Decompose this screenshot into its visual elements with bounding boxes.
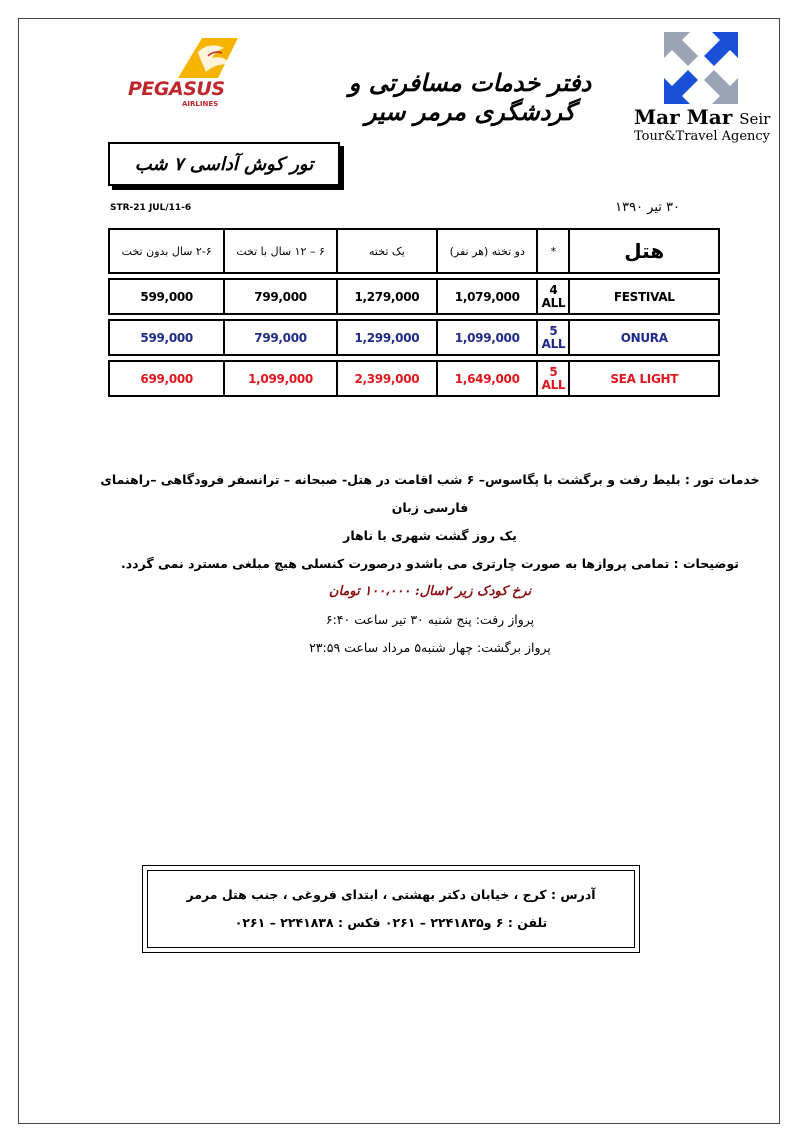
header-single: یک تخته [337, 229, 437, 273]
issue-date: ۳۰ تیر ۱۳۹۰ [615, 200, 680, 215]
header-star: * [537, 229, 569, 273]
address-box [142, 865, 640, 953]
board-type: ALL [541, 295, 566, 310]
services-line-1: خدمات تور : بلیط رفت و برگشت با پگاسوس– ۶ شب اقامت در هتل- صبحانه – ترانسفر فرودگاهی –راهنمای فارسی زبان [100, 472, 760, 515]
cell-star [537, 320, 569, 355]
cell-child-nobed: 599,000 [109, 320, 224, 355]
cell-star [537, 361, 569, 396]
header-child-nobed: ۲-۶ سال بدون تخت [109, 229, 224, 273]
cell-double: 1,099,000 [437, 320, 537, 355]
airline-name: PEGASUS [128, 78, 225, 100]
star-count: 5 [549, 364, 558, 379]
header-child-bed: ۶ – ۱۲ سال با تخت [224, 229, 336, 273]
cell-child-nobed: 699,000 [109, 361, 224, 396]
table-row [109, 320, 719, 355]
table-header-row [109, 229, 719, 273]
flight-outbound: پرواز رفت: پنج شنبه ۳۰ تیر ساعت ۶:۴۰ [325, 612, 535, 627]
cell-child-bed: 799,000 [224, 279, 336, 314]
flight-return: پرواز برگشت: چهار شنبه۵ مرداد ساعت ۲۳:۵۹ [309, 640, 551, 655]
star-count: 5 [549, 323, 558, 338]
star-count: 4 [549, 282, 558, 297]
cell-child-nobed: 599,000 [109, 279, 224, 314]
tour-title-box [108, 142, 340, 186]
cell-hotel: FESTIVAL [569, 279, 719, 314]
agency-name-main: Mar Mar [634, 105, 733, 129]
cell-hotel: ONURA [569, 320, 719, 355]
table-row [109, 361, 719, 396]
tour-services [100, 466, 760, 662]
phone-fax-line: تلفن : ۶ و۲۲۴۱۸۳۵ – ۰۲۶۱ فکس : ۲۲۴۱۸۳۸ – ۰۲۶۱ [234, 915, 548, 930]
address-line: آدرس : کرج ، خیابان دکتر بهشتی ، ابتدای فروغی ، جنب هتل مرمر [186, 887, 596, 902]
cell-child-bed: 1,099,000 [224, 361, 336, 396]
arrows-logo-icon [660, 28, 742, 108]
price-table [108, 228, 720, 397]
reference-code: STR-21 JUL/11-6 [110, 203, 192, 213]
pegasus-logo [120, 38, 250, 108]
cell-double: 1,079,000 [437, 279, 537, 314]
board-type: ALL [541, 377, 566, 392]
child-rate: نرخ کودک زیر ۲سال: ۱۰۰،۰۰۰ تومان [328, 584, 532, 599]
agency-name [634, 105, 774, 129]
notes: توضیحات : تمامی پروازها به صورت چارتری می باشدو درصورت کنسلی هیچ مبلغی مسترد نمی گردد. [121, 556, 739, 571]
cell-single: 1,299,000 [337, 320, 437, 355]
header-double: دو تخته (هر نفر) [437, 229, 537, 273]
cell-child-bed: 799,000 [224, 320, 336, 355]
tour-title: تور کوش آداسی ۷ شب [134, 153, 314, 175]
services-line-2: یک روز گشت شهری با ناهار [343, 528, 517, 543]
board-type: ALL [541, 336, 566, 351]
header-hotel: هتل [569, 229, 719, 273]
agency-name-suffix: Seir [739, 110, 771, 128]
cell-star [537, 279, 569, 314]
cell-hotel: SEA LIGHT [569, 361, 719, 396]
cell-single: 2,399,000 [337, 361, 437, 396]
cell-double: 1,649,000 [437, 361, 537, 396]
address-inner [147, 870, 635, 948]
airline-subtitle: AIRLINES [182, 100, 219, 108]
agency-title: دفتر خدمات مسافرتی و گردشگری مرمر سیر [348, 68, 592, 126]
table-row [109, 279, 719, 314]
agency-tagline: Tour&Travel Agency [634, 129, 771, 144]
cell-single: 1,279,000 [337, 279, 437, 314]
